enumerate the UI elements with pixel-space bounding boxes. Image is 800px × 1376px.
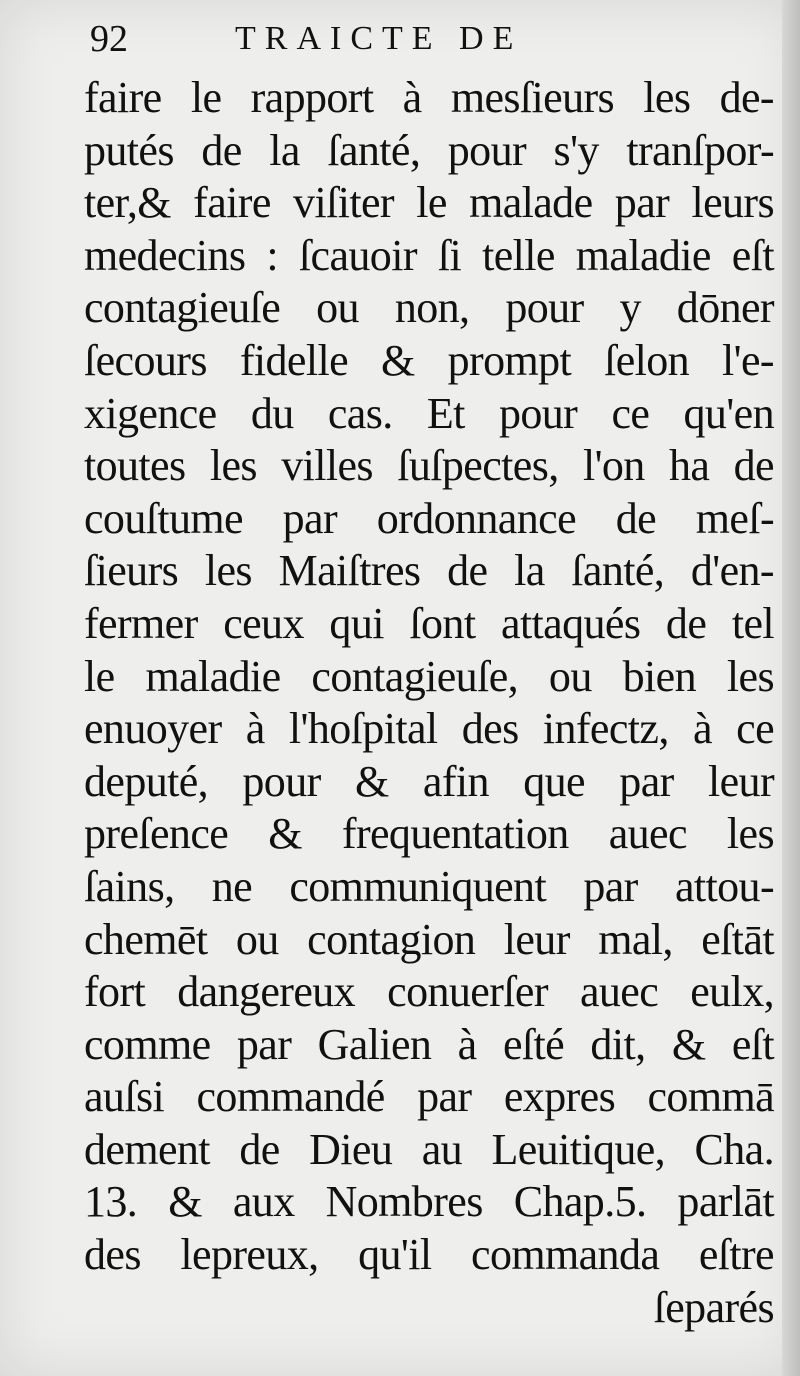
- text-line: toutes les villes ſuſpectes, l'on ha de: [84, 441, 774, 491]
- body-text: [84, 72, 774, 1334]
- catchword: ſeparés: [653, 1282, 774, 1332]
- text-line: enuoyer à l'hoſpital des infectz, à ce: [84, 704, 774, 754]
- text-line: xigence du cas. Et pour ce qu'en: [84, 388, 774, 438]
- text-line: ſains, ne communiquent par attou-: [84, 861, 774, 911]
- text-line: fermer ceux qui ſont attaqués de tel: [84, 598, 774, 648]
- text-line: deputé, pour & afin que par leur: [84, 756, 774, 806]
- text-line: ſieurs les Maiſtres de la ſanté, d'en-: [84, 546, 774, 596]
- text-line: contagieuſe ou non, pour y dōner: [84, 283, 774, 333]
- text-line: chemēt ou contagion leur mal, eſtāt: [84, 914, 774, 964]
- text-line: dement de Dieu au Leuitique, Cha.: [84, 1124, 774, 1174]
- page-edge-shadow: [782, 0, 800, 1376]
- page-number: 92: [90, 18, 128, 60]
- running-head: [90, 14, 650, 64]
- text-line: couſtume par ordonnance de meſ-: [84, 493, 774, 543]
- text-line: medecins : ſcauoir ſi telle maladie eſt: [84, 230, 774, 280]
- text-line: ter,& faire viſiter le malade par leurs: [84, 178, 774, 228]
- text-line: preſence & frequentation auec les: [84, 809, 774, 859]
- running-title: TRAICTE DE: [235, 20, 523, 57]
- text-line: faire le rapport à mesſieurs les de-: [84, 73, 774, 122]
- text-line: 13. & aux Nombres Chap.5. parlāt: [84, 1177, 774, 1227]
- text-line: fort dangereux conuerſer auec eulx,: [84, 967, 774, 1017]
- text-line: auſsi commandé par expres commā: [84, 1072, 774, 1122]
- text-line: comme par Galien à eſté dit, & eſt: [84, 1019, 774, 1069]
- text-line: ſecours fidelle & prompt ſelon l'e-: [84, 335, 774, 385]
- text-line: le maladie contagieuſe, ou bien les: [84, 651, 774, 701]
- text-line: putés de la ſanté, pour s'y tranſpor-: [84, 125, 774, 175]
- text-line: des lepreux, qu'il commanda eſtre: [84, 1230, 774, 1280]
